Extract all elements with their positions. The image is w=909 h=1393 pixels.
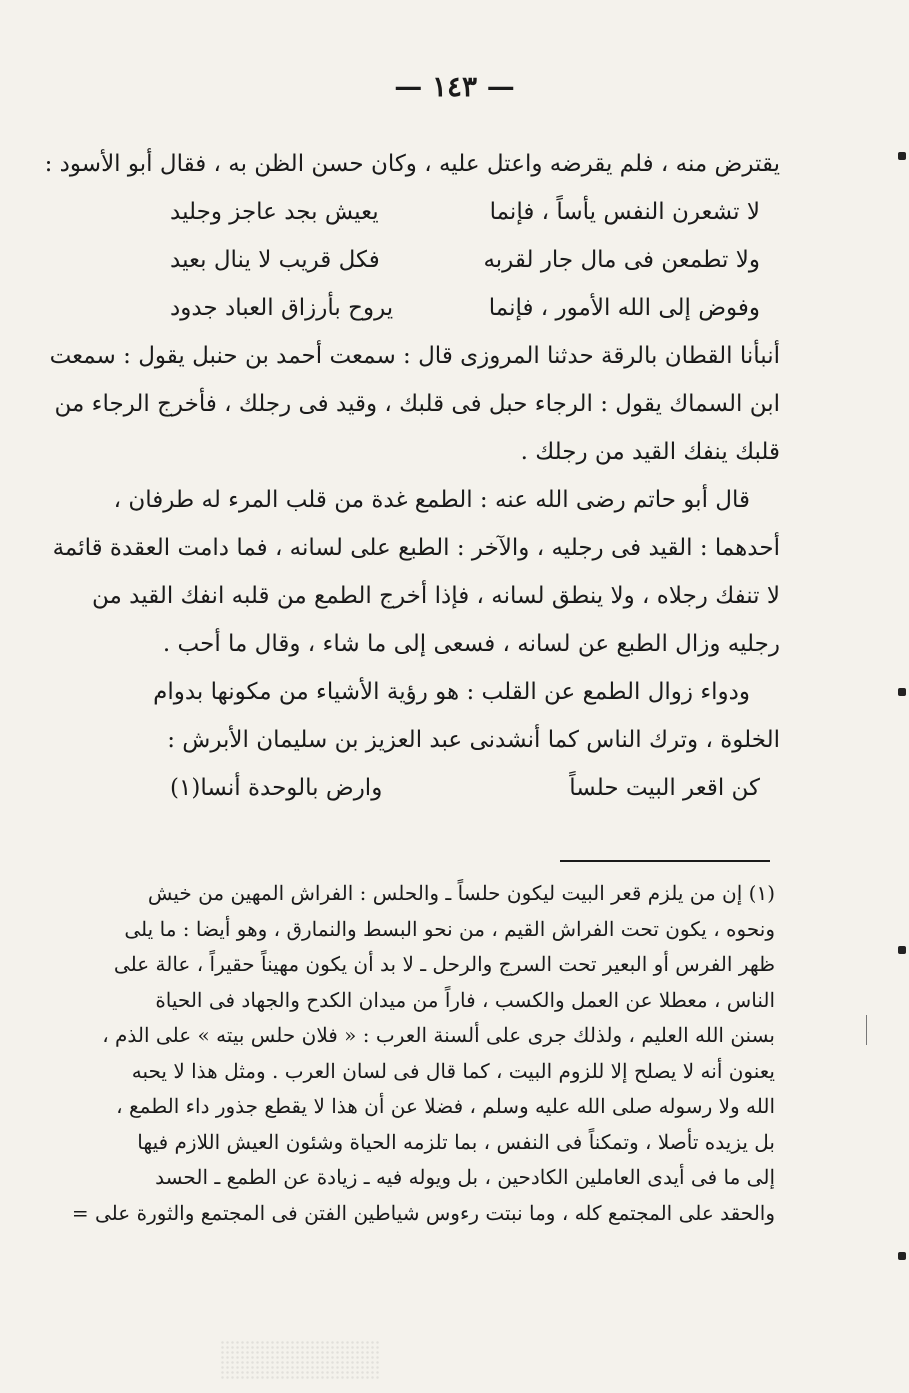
- text-line: أنبأنا القطان بالرقة حدثنا المروزى قال : سمعت أحمد بن حنبل يقول : سمعت: [49, 343, 780, 369]
- footnote-line: الله ولا رسوله صلى الله عليه وسلم ، فضلا عن أن هذا لا يقطع جذور داء الطمع ،: [116, 1094, 775, 1118]
- verse-second-hemistich: يروح بأرزاق العباد جدود: [170, 295, 394, 321]
- margin-mark: [898, 946, 906, 954]
- text-line: لا تنفك رجلاه ، ولا ينطق لسانه ، فإذا أخرج الطمع من قلبه انفك القيد من: [92, 583, 780, 609]
- main-text: [44, 140, 780, 812]
- verse-first-hemistich: وفوض إلى الله الأمور ، فإنما: [488, 295, 760, 321]
- footnote-line: ظهر الفرس أو البعير تحت السرج والرحل ـ لا بد أن يكون مهيناً حقيراً ، عالة على: [113, 952, 775, 976]
- verse-line: [130, 284, 780, 332]
- footnote-line: والحقد على المجتمع كله ، وما نبتت رءوس شياطين الفتن فى المجتمع والثورة على =: [71, 1200, 775, 1225]
- verse-first-hemistich: كن اقعر البيت حلساً: [569, 775, 760, 801]
- verse-line: [130, 236, 780, 284]
- verse-second-hemistich: وارض بالوحدة أنسا(١): [170, 775, 383, 801]
- text-line: رجليه وزال الطبع عن لسانه ، فسعى إلى ما شاء ، وقال ما أحب .: [162, 631, 780, 657]
- page-number: — ١٤٣ —: [394, 70, 515, 103]
- verse-second-hemistich: يعيش بجد عاجز وجليد: [170, 199, 379, 225]
- footnote-line: (١) إن من يلزم قعر البيت ليكون حلساً ـ والحلس : الفراش المهين من خيش: [147, 881, 775, 905]
- footnote-line: ونحوه ، يكون تحت الفراش القيم ، من نحو البسط والنمارق ، وهو أيضا : ما يلى: [124, 916, 775, 941]
- text-line: ودواء زوال الطمع عن القلب : هو رؤية الأشياء من مكونها بدوام: [153, 679, 750, 705]
- scan-noise: [220, 1340, 380, 1380]
- footnote-line: يعنون أنه لا يصلح إلا للزوم البيت ، كما قال فى لسان العرب . ومثل هذا لا يحبه: [131, 1058, 775, 1083]
- verse-first-hemistich: لا تشعرن النفس يأساً ، فإنما: [489, 199, 760, 225]
- text-line: الخلوة ، وترك الناس كما أنشدنى عبد العزيز بن سليمان الأبرش :: [167, 727, 780, 753]
- footnote-line: بل يزيده تأصلا ، وتمكناً فى النفس ، بما تلزمه الحياة وشئون العيش اللازم فيها: [137, 1129, 775, 1154]
- scan-artifact-line: [866, 1015, 867, 1045]
- footnote-divider: [560, 860, 770, 862]
- text-line: قلبك ينفك القيد من رجلك .: [520, 439, 780, 465]
- verse-second-hemistich: فكل قريب لا ينال بعيد: [170, 247, 380, 273]
- text-line: يقترض منه ، فلم يقرضه واعتل عليه ، وكان حسن الظن به ، فقال أبو الأسود :: [44, 151, 780, 177]
- footnote-line: إلى ما فى أيدى العاملين الكادحين ، بل ويوله فيه ـ زيادة عن الطمع ـ الحسد: [155, 1165, 775, 1189]
- footnotes: [71, 876, 775, 1231]
- footnote-line: بسنن الله العليم ، ولذلك جرى على ألسنة العرب : « فلان حلس بيته » على الذم ،: [102, 1023, 775, 1047]
- margin-mark: [898, 152, 906, 160]
- text-line: قال أبو حاتم رضى الله عنه : الطمع غدة من قلب المرء له طرفان ،: [113, 487, 750, 513]
- verse-first-hemistich: ولا تطمعن فى مال جار لقربه: [483, 247, 760, 273]
- verse-line: [130, 764, 780, 812]
- text-line: ابن السماك يقول : الرجاء حبل فى قلبك ، وقيد فى رجلك ، فأخرج الرجاء من: [54, 391, 780, 417]
- verse-line: [130, 188, 780, 236]
- footnote-line: الناس ، معطلا عن العمل والكسب ، فاراً من ميدان الكدح والجهاد فى الحياة: [155, 987, 775, 1012]
- margin-mark: [898, 1252, 906, 1260]
- margin-mark: [898, 688, 906, 696]
- text-line: أحدهما : القيد فى رجليه ، والآخر : الطبع على لسانه ، فما دامت العقدة قائمة: [52, 535, 780, 561]
